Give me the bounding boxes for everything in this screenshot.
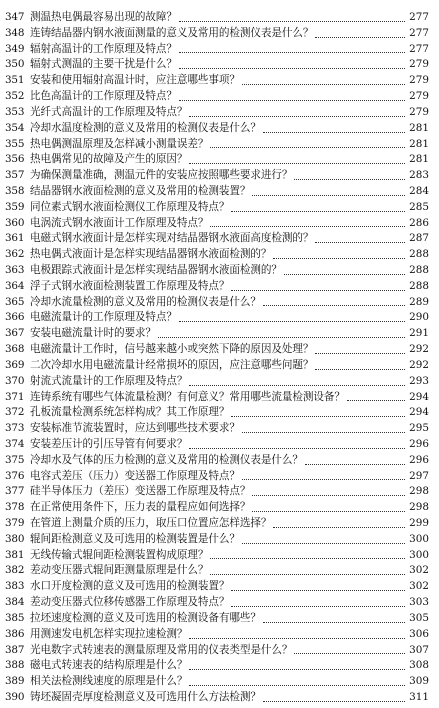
dot-leader [210, 558, 405, 559]
toc-entry [5, 342, 429, 358]
entry-title: 安装电磁流量计时的要求？ [30, 327, 156, 340]
dot-leader [263, 132, 405, 133]
dot-leader [179, 321, 405, 322]
dot-leader [252, 511, 405, 512]
entry-page: 281 [409, 137, 429, 150]
entry-title: 电磁流量计的工作原理及特点？ [30, 311, 177, 324]
toc-entry [5, 326, 429, 342]
entry-number: 383 [5, 580, 25, 593]
entry-page: 302 [409, 580, 429, 593]
toc-entry [5, 374, 429, 390]
toc-entry [5, 469, 429, 485]
toc-entry [5, 516, 429, 532]
entry-number: 352 [5, 90, 25, 103]
entry-title: 结晶器钢水液面检测的意义及常用的检测装置？ [30, 184, 251, 197]
entry-number: 384 [5, 596, 25, 609]
entry-page: 281 [409, 121, 429, 134]
entry-number: 351 [5, 74, 25, 87]
toc-entry [5, 216, 429, 232]
entry-page: 284 [409, 184, 429, 197]
entry-title: 同位素式钢水液面检测仪工作原理及特点？ [30, 200, 230, 213]
toc-entry [5, 627, 429, 643]
entry-title: 光纤式高温计的工作原理及特点？ [30, 105, 188, 118]
entry-number: 358 [5, 184, 25, 197]
dot-leader [231, 211, 405, 212]
toc-entry [5, 437, 429, 453]
entry-title: 差动变压器式辊间距测量原理是什么？ [30, 564, 209, 577]
toc-entry [5, 690, 429, 706]
dot-leader [252, 195, 405, 196]
dot-leader [189, 385, 405, 386]
toc-entry [5, 231, 429, 247]
entry-title: 连铸结晶器内钢水液面测量的意义及常用的检测仪表是什么？ [30, 26, 314, 39]
dot-leader [179, 100, 405, 101]
toc-entry [5, 500, 429, 516]
toc-entry [5, 57, 429, 73]
entry-number: 370 [5, 374, 25, 387]
entry-number: 390 [5, 690, 25, 703]
dot-leader [231, 606, 405, 607]
dot-leader [273, 258, 405, 259]
entry-page: 298 [409, 501, 429, 514]
toc-entry [5, 390, 429, 406]
entry-page: 302 [409, 564, 429, 577]
entry-number: 388 [5, 659, 25, 672]
entry-page: 281 [409, 153, 429, 166]
entry-title: 用测速发电机怎样实现拉速检测？ [30, 627, 188, 640]
dot-leader [189, 448, 405, 449]
entry-number: 364 [5, 279, 25, 292]
entry-page: 288 [409, 279, 429, 292]
entry-page: 299 [409, 517, 429, 529]
entry-page: 288 [409, 248, 429, 261]
entry-title: 热电偶常见的故障及产生的原因？ [30, 153, 188, 166]
entry-page: 290 [409, 311, 429, 324]
entry-title: 安装差压计的引压导管有何要求？ [30, 437, 188, 450]
entry-page: 300 [409, 548, 429, 561]
entry-page: 308 [409, 659, 429, 672]
entry-title: 射流式流量计的工作原理及特点？ [30, 374, 188, 387]
toc-entry [5, 89, 429, 105]
toc-entry [5, 247, 429, 263]
toc-entry [5, 643, 429, 659]
toc-entry [5, 152, 429, 168]
dot-leader [231, 290, 405, 291]
entry-title: 孔板流量检测系统怎样构成？其工作原理？ [30, 406, 230, 419]
dot-leader [315, 242, 405, 243]
entry-title: 热电偶式液面计是怎样实现结晶器钢水液面检测的？ [30, 248, 272, 261]
entry-number: 372 [5, 406, 25, 419]
dot-leader [158, 337, 405, 338]
dot-leader [179, 52, 405, 53]
dot-leader [231, 590, 405, 591]
dot-leader [252, 495, 405, 496]
dot-leader [263, 305, 405, 306]
entry-number: 385 [5, 611, 25, 624]
entry-title: 热电偶测温原理及怎样减小测量误差？ [30, 137, 209, 150]
dot-leader [242, 543, 405, 544]
entry-page: 292 [409, 358, 429, 371]
entry-page: 309 [409, 675, 429, 688]
entry-page: 307 [409, 643, 429, 656]
dot-leader [315, 353, 405, 354]
entry-title: 辊间距检测意义及可选用的检测装置是什么？ [30, 532, 240, 545]
entry-page: 285 [409, 200, 429, 213]
entry-number: 357 [5, 169, 25, 182]
entry-page: 296 [409, 453, 429, 466]
entry-page: 297 [409, 469, 429, 482]
entry-title: 比色高温计的工作原理及特点？ [30, 90, 177, 103]
entry-page: 311 [409, 690, 429, 703]
entry-title: 磁电式转速表的结构原理是什么？ [30, 659, 188, 672]
entry-page: 298 [409, 485, 429, 498]
dot-leader [263, 701, 405, 702]
entry-number: 347 [5, 11, 25, 23]
dot-leader [294, 179, 405, 180]
entry-number: 361 [5, 232, 25, 245]
toc-entry [5, 10, 429, 26]
toc-entry [5, 105, 429, 121]
entry-number: 382 [5, 564, 25, 577]
entry-page: 277 [409, 42, 429, 55]
toc-entry [5, 263, 429, 279]
dot-leader [294, 653, 405, 654]
entry-title: 拉坯速度检测的意义及可选用的检测设备有哪些？ [30, 611, 261, 624]
dot-leader [189, 638, 405, 639]
entry-number: 356 [5, 153, 25, 166]
entry-title: 安装和使用辐射高温计时，应注意哪些事项？ [30, 74, 240, 87]
entry-page: 287 [409, 232, 429, 245]
dot-leader [179, 21, 405, 22]
entry-page: 286 [409, 216, 429, 229]
toc-entry [5, 484, 429, 500]
entry-number: 355 [5, 137, 25, 150]
dot-leader [179, 68, 405, 69]
entry-page: 300 [409, 532, 429, 545]
entry-title: 二次冷却水用电磁流量计经常损坏的原因，应注意哪些问题？ [30, 358, 314, 371]
toc-entry [5, 121, 429, 137]
entry-number: 350 [5, 58, 25, 71]
dot-leader [263, 622, 405, 623]
entry-title: 在正常使用条件下，压力表的量程应如何选择？ [30, 501, 251, 514]
dot-leader [189, 685, 405, 686]
entry-title: 辐射高温计的工作原理及特点？ [30, 42, 177, 55]
entry-number: 365 [5, 295, 25, 308]
entry-number: 363 [5, 264, 25, 276]
entry-number: 348 [5, 26, 25, 39]
entry-number: 366 [5, 311, 25, 324]
entry-title: 电容式差压（压力）变送器工作原理及特点？ [30, 469, 240, 482]
toc-entry [5, 421, 429, 437]
entry-page: 303 [409, 596, 429, 609]
entry-page: 293 [409, 374, 429, 387]
entry-number: 377 [5, 485, 25, 498]
entry-number: 354 [5, 121, 25, 134]
entry-title: 铸坯凝固壳厚度检测意义及可选用什么方法检测？ [30, 690, 261, 703]
dot-leader [347, 400, 405, 401]
entry-title: 冷却水温度检测的意义及常用的检测仪表是什么？ [30, 121, 261, 134]
dot-leader [284, 274, 405, 275]
entry-title: 硅半导体压力（差压）变送器工作原理及特点？ [30, 485, 251, 498]
entry-number: 362 [5, 248, 25, 261]
entry-title: 电磁流量计工作时，信号越来越小或突然下降的原因及处理？ [30, 343, 314, 356]
dot-leader [315, 369, 405, 370]
entry-title: 差动变压器式位移传感器工作原理及特点？ [30, 596, 230, 609]
dot-leader [189, 116, 405, 117]
entry-number: 380 [5, 532, 25, 545]
entry-number: 387 [5, 643, 25, 656]
dot-leader [189, 163, 405, 164]
entry-number: 379 [5, 517, 25, 529]
entry-number: 367 [5, 327, 25, 340]
entry-title: 相关法检测线速度的原理是什么？ [30, 675, 188, 688]
toc-entry [5, 405, 429, 421]
entry-page: 279 [409, 105, 429, 118]
toc-entry [5, 658, 429, 674]
entry-number: 371 [5, 390, 25, 403]
entry-title: 辐射式测温的主要干扰是什么？ [30, 58, 177, 71]
entry-title: 冷却水及气体的压力检测的意义及常用的检测仪表是什么？ [30, 453, 303, 466]
toc-entry [5, 73, 429, 89]
entry-title: 测温热电偶最容易出现的故障？ [30, 11, 177, 23]
entry-title: 浮子式钢水液面检测装置工作原理及特点？ [30, 279, 230, 292]
dot-leader [210, 147, 405, 148]
entry-title: 安装标准节流装置时，应达到哪些技术要求？ [30, 422, 240, 435]
dot-leader [242, 432, 405, 433]
toc-entry [5, 674, 429, 690]
entry-title: 冷却水流量检测的意义及常用的检测仪表是什么？ [30, 295, 261, 308]
toc-entry [5, 563, 429, 579]
entry-page: 279 [409, 58, 429, 71]
entry-number: 378 [5, 501, 25, 514]
toc-entry [5, 310, 429, 326]
toc-entry [5, 595, 429, 611]
toc-entry [5, 200, 429, 216]
dot-leader [189, 669, 405, 670]
toc-entry [5, 579, 429, 595]
entry-number: 374 [5, 437, 25, 450]
dot-leader [242, 84, 405, 85]
toc-entry [5, 137, 429, 153]
toc-entry [5, 26, 429, 42]
entry-number: 353 [5, 105, 25, 118]
entry-page: 291 [409, 327, 429, 340]
entry-title: 电磁式钢水液面计是怎样实现对结晶器钢水液面高度检测的？ [30, 232, 314, 245]
entry-title: 为确保测量准确，测温元件的安装应按照哪些要求进行？ [30, 169, 293, 182]
entry-page: 277 [409, 11, 429, 23]
dot-leader [231, 416, 405, 417]
toc-entry [5, 453, 429, 469]
dot-leader [305, 464, 405, 465]
dot-leader [315, 37, 405, 38]
entry-title: 连铸系统有哪些气体流量检测？有何意义？常用哪些流量检测设备？ [30, 390, 345, 403]
entry-number: 369 [5, 358, 25, 371]
entry-number: 389 [5, 675, 25, 688]
entry-page: 294 [409, 406, 429, 419]
entry-title: 水口开度检测的意义及可选用的检测装置？ [30, 580, 230, 593]
entry-title: 光电数字式转速表的测量原理及常用的仪表类型是什么？ [30, 643, 293, 656]
entry-page: 279 [409, 90, 429, 103]
toc-entry [5, 42, 429, 58]
entry-number: 359 [5, 200, 25, 213]
entry-title: 电涡流式钢水液面计工作原理及特点？ [30, 216, 209, 229]
toc-entry [5, 532, 429, 548]
entry-number: 375 [5, 453, 25, 466]
toc-entry [5, 611, 429, 627]
entry-page: 279 [409, 74, 429, 87]
dot-leader [210, 226, 405, 227]
entry-number: 368 [5, 343, 25, 356]
entry-number: 381 [5, 548, 25, 561]
toc-entry [5, 184, 429, 200]
entry-page: 288 [409, 264, 429, 276]
entry-page: 292 [409, 343, 429, 356]
entry-page: 305 [409, 611, 429, 624]
toc-entry [5, 548, 429, 564]
dot-leader [242, 479, 405, 480]
entry-number: 376 [5, 469, 25, 482]
entry-title: 电极跟踪式液面计是怎样实现结晶器钢水液面检测的？ [30, 264, 282, 276]
entry-title: 无线传输式辊间距检测装置构成原理？ [30, 548, 209, 561]
entry-page: 296 [409, 437, 429, 450]
toc-entry [5, 168, 429, 184]
entry-page: 277 [409, 26, 429, 39]
toc-entry [5, 358, 429, 374]
entry-page: 295 [409, 422, 429, 435]
dot-leader [210, 574, 405, 575]
entry-number: 386 [5, 627, 25, 640]
entry-page: 283 [409, 169, 429, 182]
entry-number: 349 [5, 42, 25, 55]
dot-leader [273, 527, 405, 528]
toc-entry [5, 295, 429, 311]
entry-number: 373 [5, 422, 25, 435]
entry-page: 294 [409, 390, 429, 403]
entry-number: 360 [5, 216, 25, 229]
toc-entry [5, 279, 429, 295]
entry-page: 306 [409, 627, 429, 640]
entry-page: 289 [409, 295, 429, 308]
entry-title: 在管道上测量介质的压力，取压口位置应怎样选择？ [30, 517, 272, 529]
